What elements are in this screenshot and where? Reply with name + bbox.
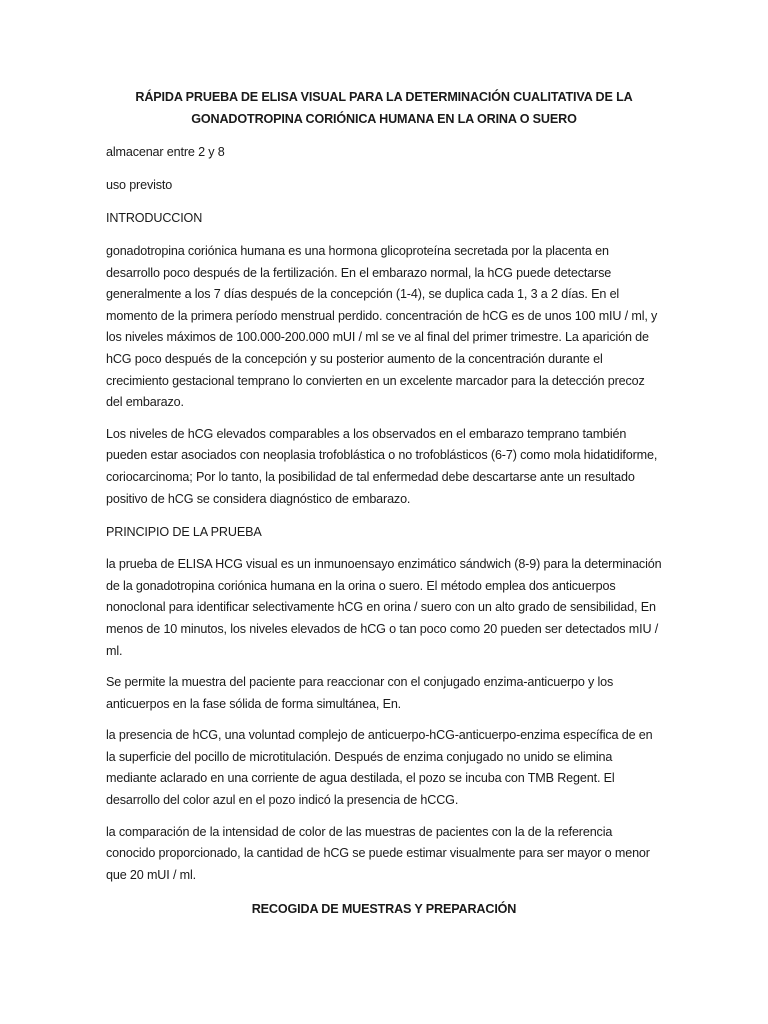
principle-paragraph-3: la presencia de hCG, una voluntad complejo de anticuerpo-hCG-anticuerpo-enzima específica de en la superficie del pocillo de microtitulación. Después de enzima conjugado no unido se elimina mediante aclarado en una corriente de agua destilada, el pozo se incuba con TMB Regent. El desarrollo del color azul en el pozo indicó la presencia de hCCG.: [106, 728, 653, 808]
title-line-2: GONADOTROPINA CORIÓNICA HUMANA EN LA ORINA O SUERO: [191, 112, 577, 126]
principle-paragraph-2: Se permite la muestra del paciente para reaccionar con el conjugado enzima-anticuerpo y los anticuerpos en la fase sólida de forma simultánea, En.: [106, 675, 614, 711]
principle-paragraph-1: la prueba de ELISA HCG visual es un inmunoensayo enzimático sándwich (8-9) para la determinación de la gonadotropina coriónica humana en la orina o suero. El método emplea dos anticuerpos nonoclonal para identificar selectivamente hCG en orina / suero con un alto grado de sensibilidad, En menos de 10 minutos, los niveles elevados de hCG o tan poco como 20 pueden ser detectados mIU / ml.: [106, 557, 662, 658]
document-title: [106, 86, 662, 130]
intended-use-text: uso previsto: [106, 178, 173, 192]
title-line-1: RÁPIDA PRUEBA DE ELISA VISUAL PARA LA DETERMINACIÓN CUALITATIVA DE LA: [135, 90, 633, 104]
storage-text: almacenar entre 2 y 8: [106, 145, 225, 159]
document-page: [106, 86, 662, 920]
principle-paragraph-4: la comparación de la intensidad de color de las muestras de pacientes con la de la referencia conocido proporcionado, la cantidad de hCG se puede estimar visualmente para ser mayor o menor que 20 mUI / ml.: [106, 824, 650, 882]
intro-heading: INTRODUCCION: [106, 211, 203, 225]
principle-heading: PRINCIPIO DE LA PRUEBA: [106, 525, 262, 540]
intro-paragraph-1: gonadotropina coriónica humana es una hormona glicoproteína secretada por la placenta en desarrollo poco después de la fertilización. En el embarazo normal, la hCG puede detectarse generalmente a los 7 días después de la concepción (1-4), se duplica cada 1, 3 a 2 días. En el momento de la primera período menstrual perdido. concentración de hCG es de unos 100 mIU / ml, y los niveles máximos de 100.000-200.000 mUI / ml se ve al final del primer trimestre. La aparición de hCG poco después de la concepción y su posterior aumento de la concentración durante el crecimiento gestacional temprano lo convierten en un excelente marcador para la detección precoz del embarazo.: [106, 244, 658, 410]
intro-paragraph-2: Los niveles de hCG elevados comparables a los observados en el embarazo temprano también pueden estar asociados con neoplasia trofoblástica o no trofoblásticos (6-7) como mola hidatidiforme, coriocarcinoma; Por lo tanto, la posibilidad de tal enfermedad debe descartarse ante un resultado positivo de hCG se considera diagnóstico de embarazo.: [106, 426, 658, 506]
collection-heading: RECOGIDA DE MUESTRAS Y PREPARACIÓN: [251, 902, 517, 917]
